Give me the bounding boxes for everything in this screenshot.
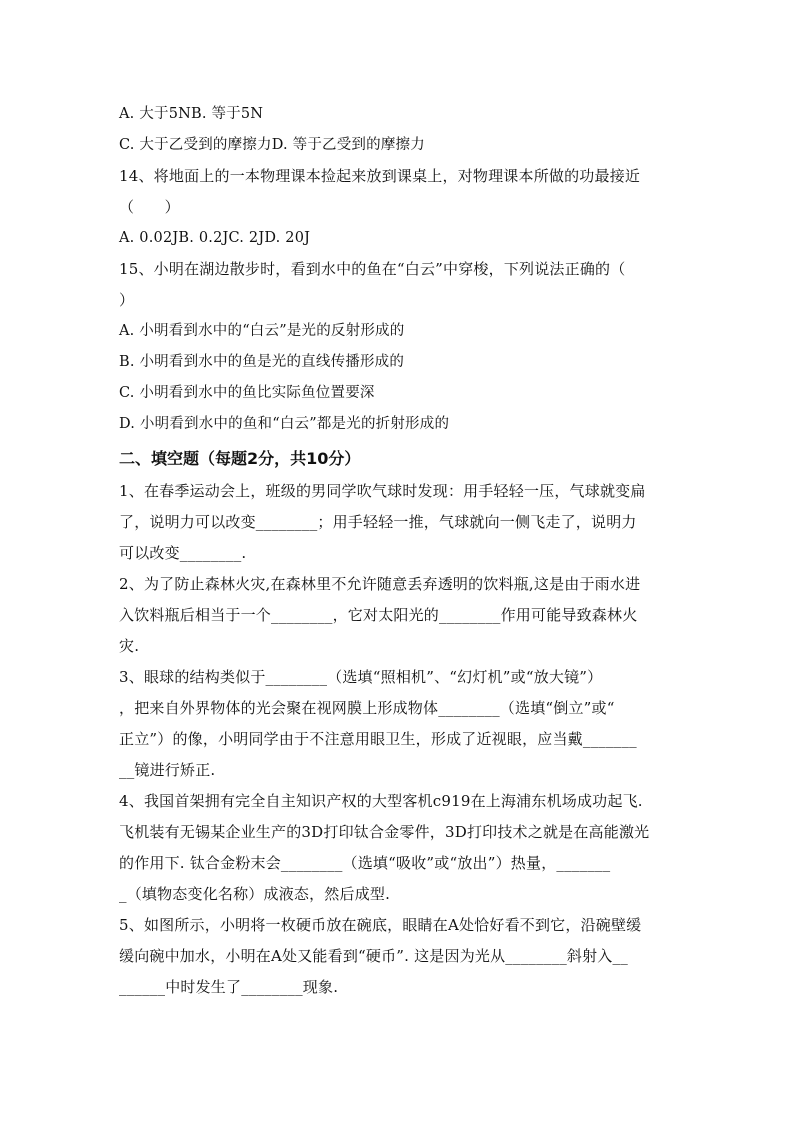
fill1-line-2: 了，说明力可以改变________；用手轻轻一推，气球就向一侧飞走了，说明力 xyxy=(119,513,637,531)
fill5-line-2: 缓向碗中加水，小明在A处又能看到“硬币”. 这是因为光从________斜射入__ xyxy=(119,947,628,965)
fill3-line-4: __镜进行矫正. xyxy=(119,761,216,779)
q13-options-ab: A. 大于5NB. 等于5N xyxy=(119,106,264,122)
fill4-line-2: 飞机装有无锡某企业生产的3D打印钛合金零件，3D打印技术之就是在高能激光 xyxy=(119,823,650,841)
q15-stem-line-2: ） xyxy=(119,291,135,309)
fill4-line-1: 4、我国首架拥有完全自主知识产权的大型客机c919在上海浦东机场成功起飞. xyxy=(119,792,643,810)
fill2-line-3: 灾. xyxy=(119,637,140,655)
q14-options: A. 0.02JB. 0.2JC. 2JD. 20J xyxy=(119,230,311,246)
section-2-heading: 二、填空题（每题2分，共10分） xyxy=(119,449,361,468)
fill5-line-1: 5、如图所示，小明将一枚硬币放在碗底，眼睛在A处恰好看不到它，沿碗壁缓 xyxy=(119,916,642,934)
q14-stem-line-1: 14、将地面上的一本物理课本捡起来放到课桌上，对物理课本所做的功最接近 xyxy=(119,167,641,185)
page-content xyxy=(119,99,679,1003)
q15-stem-line-1: 15、小明在湖边散步时，看到水中的鱼在“白云”中穿梭，下列说法正确的（ xyxy=(119,260,626,278)
q13-options-cd: C. 大于乙受到的摩擦力D. 等于乙受到的摩擦力 xyxy=(119,137,425,153)
fill3-line-1: 3、眼球的结构类似于________（选填“照相机”、“幻灯机”或“放大镜”） xyxy=(119,668,603,686)
question-15 xyxy=(119,254,679,440)
question-13-options xyxy=(119,99,679,161)
fill2-line-2: 入饮料瓶后相当于一个________，它对太阳光的________作用可能导致森林火 xyxy=(119,606,638,624)
fill1-line-3: 可以改变________. xyxy=(119,544,247,562)
fill2-line-1: 2、为了防止森林火灾,在森林里不允许随意丢弃透明的饮料瓶,这是由于雨水进 xyxy=(119,575,641,593)
q15-option-b: B. 小明看到水中的鱼是光的直线传播形成的 xyxy=(119,354,405,370)
fill3-line-2: ，把来自外界物体的光会聚在视网膜上形成物体________（选填“倒立”或“ xyxy=(119,699,615,717)
question-14 xyxy=(119,161,679,254)
q14-stem-line-2: （ ） xyxy=(119,198,180,216)
q15-option-d: D. 小明看到水中的鱼和“白云”都是光的折射形成的 xyxy=(119,416,450,432)
q15-option-a: A. 小明看到水中的“白云”是光的反射形成的 xyxy=(119,323,405,339)
fill-question-3 xyxy=(119,662,679,786)
fill5-line-3: ______中时发生了________现象. xyxy=(119,978,339,996)
fill4-line-4: _（填物态变化名称）成液态，然后成型. xyxy=(119,885,391,903)
fill-question-1 xyxy=(119,476,679,569)
fill-question-5 xyxy=(119,910,679,1003)
fill-question-2 xyxy=(119,569,679,662)
fill3-line-3: 正立”）的像，小明同学由于不注意用眼卫生，形成了近视眼，应当戴_______ xyxy=(119,730,637,748)
q15-option-c: C. 小明看到水中的鱼比实际鱼位置要深 xyxy=(119,385,375,401)
fill1-line-1: 1、在春季运动会上，班级的男同学吹气球时发现：用手轻轻一压，气球就变扁 xyxy=(119,482,646,500)
fill-question-4 xyxy=(119,786,679,910)
fill4-line-3: 的作用下. 钛合金粉末会________（选填“吸收”或“放出”）热量，_______ xyxy=(119,854,611,872)
